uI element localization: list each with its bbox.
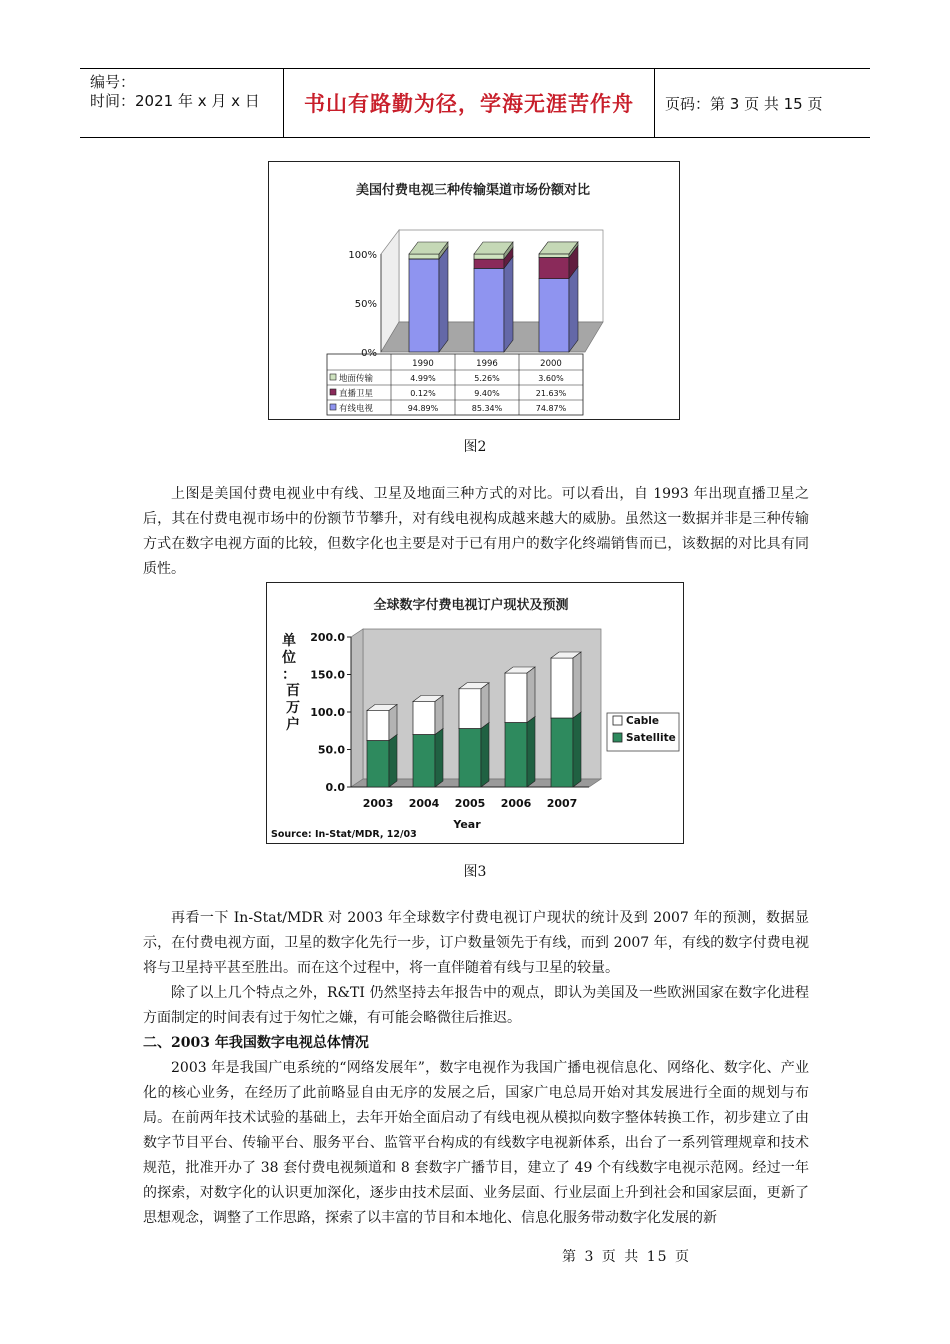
chart2-y-axis-label bbox=[281, 632, 300, 733]
chart1-ytick-label: 50% bbox=[354, 299, 377, 310]
chart1-legend-label: 有线电视 bbox=[339, 404, 374, 414]
chart2-bar-segment-side bbox=[573, 652, 581, 718]
chart2-bar-segment-side bbox=[573, 712, 581, 787]
chart1-bar-segment bbox=[474, 268, 504, 352]
chart1-legend-label: 直播卫星 bbox=[339, 389, 374, 399]
chart2-ylabel-char: 户 bbox=[286, 717, 300, 733]
section-heading: 二、2003 年我国数字电视总体情况 bbox=[143, 1035, 369, 1051]
chart2-bar-segment-side bbox=[435, 696, 443, 735]
chart2-side-wall bbox=[351, 629, 363, 787]
chart2-legend-swatch bbox=[613, 716, 622, 725]
chart1-bar-segment bbox=[474, 259, 504, 268]
document-date: 时间：2021 年 x 月 x 日 bbox=[90, 92, 260, 110]
paragraph-2: 再看一下 In-Stat/MDR 对 2003 年全球数字付费电视订户现状的统计及到 2007 年的预测，数据显示，在付费电视方面，卫星的数字化先行一步，订户数量领先于有线，而到 2007 年，有线的数字付费电视将与卫星持平甚至胜出。而在这个过程中，将一直伴随着有线与卫星的较量。 bbox=[143, 910, 809, 976]
chart1-legend-label: 地面传输 bbox=[339, 374, 374, 384]
chart2-ytick-label: 0.0 bbox=[325, 781, 345, 794]
chart2-ytick-label: 100.0 bbox=[310, 706, 345, 719]
chart1-bar-segment-side bbox=[439, 247, 448, 352]
header-motto: 书山有路勤为径，学海无涯苦作舟 bbox=[283, 69, 655, 137]
chart2-bar-segment-side bbox=[527, 667, 535, 723]
chart1-category-label: 1996 bbox=[476, 359, 498, 369]
document-number-label: 编号： bbox=[90, 73, 136, 91]
chart1-ytick-label: 0% bbox=[361, 348, 377, 359]
chart1-legend-swatch bbox=[330, 404, 336, 410]
chart2-xtick-label: 2005 bbox=[454, 797, 486, 810]
chart1-data-label: 74.87% bbox=[535, 404, 567, 413]
chart1-legend-swatch bbox=[330, 374, 336, 380]
chart2-xtick-label: 2003 bbox=[362, 797, 394, 810]
chart1-legend-swatch bbox=[330, 389, 336, 395]
chart1-bar-segment bbox=[539, 279, 569, 352]
chart2-xtick-label: 2007 bbox=[546, 797, 578, 810]
subscriber-forecast-chart-svg bbox=[267, 583, 682, 842]
chart1-data-label: 94.89% bbox=[407, 404, 439, 413]
chart1-bar-segment bbox=[474, 254, 504, 259]
market-share-chart-svg bbox=[269, 162, 678, 418]
chart2-bar-segment-side bbox=[435, 729, 443, 788]
page-header bbox=[80, 68, 870, 138]
chart1-ytick-label: 100% bbox=[348, 250, 377, 261]
page-footer: 第 3 页 共 15 页 bbox=[562, 1249, 691, 1265]
figure2-caption: 图2 bbox=[463, 439, 487, 455]
chart1-bar-segment bbox=[409, 259, 439, 352]
chart2-title: 全球数字付费电视订户现状及预测 bbox=[373, 598, 569, 613]
header-page-number: 页码：第 3 页 共 15 页 bbox=[665, 94, 823, 113]
figure3-caption: 图3 bbox=[463, 864, 487, 880]
chart2-ylabel-char: 单 bbox=[282, 633, 296, 649]
chart2-ylabel-char: 百 bbox=[286, 683, 300, 699]
chart1-bar-segment-side bbox=[569, 267, 578, 352]
chart2-bar-segment bbox=[413, 735, 435, 788]
chart2-x-axis-label: Year bbox=[453, 818, 481, 831]
chart2-ytick-label: 200.0 bbox=[310, 631, 345, 644]
figure-subscriber-forecast-chart bbox=[266, 582, 684, 844]
chart2-bar-segment bbox=[413, 702, 435, 735]
chart2-source: Source: In-Stat/MDR, 12/03 bbox=[271, 829, 417, 840]
chart1-data-label: 0.12% bbox=[410, 389, 436, 398]
chart2-bar-segment-side bbox=[481, 683, 489, 729]
chart2-ytick-label: 50.0 bbox=[317, 743, 345, 757]
chart1-bar-segment bbox=[409, 254, 439, 259]
chart1-data-label: 4.99% bbox=[410, 374, 436, 383]
chart1-title: 美国付费电视三种传输渠道市场份额对比 bbox=[355, 183, 591, 198]
chart1-data-label: 3.60% bbox=[538, 374, 564, 383]
chart1-data-label: 21.63% bbox=[535, 389, 567, 398]
paragraph-1: 上图是美国付费电视业中有线、卫星及地面三种方式的对比。可以看出，自 1993 年出现直播卫星之后，其在付费电视市场中的份额节节攀升，对有线电视构成越来越大的威胁。虽然这一数据并非是三种传输方式在数字电视方面的比较，但数字化也主要是对于已有用户的数字化终端销售而已，该数据的对比具有同质性。 bbox=[143, 486, 809, 577]
chart2-bar-segment bbox=[367, 711, 389, 741]
chart1-data-label: 85.34% bbox=[471, 404, 503, 413]
chart1-data-label: 9.40% bbox=[474, 389, 500, 398]
paragraph-3: 除了以上几个特点之外，R&TI 仍然坚持去年报告中的观点，即认为美国及一些欧洲国家在数字化进程方面制定的时间表有过于匆忙之嫌，有可能会略微往后推迟。 bbox=[143, 985, 809, 1026]
chart2-bar-segment bbox=[367, 741, 389, 788]
chart2-bar-segment bbox=[459, 729, 481, 788]
chart1-data-label: 5.26% bbox=[474, 374, 500, 383]
chart2-ylabel-char: 位 bbox=[282, 650, 296, 666]
chart1-bar-segment bbox=[539, 254, 569, 258]
chart2-ytick-label: 150.0 bbox=[310, 668, 345, 682]
chart2-bar-segment bbox=[459, 689, 481, 729]
chart2-ylabel-char: 万 bbox=[286, 700, 300, 716]
chart2-bar-segment-side bbox=[481, 723, 489, 788]
chart2-legend-label: Cable bbox=[626, 715, 660, 727]
chart2-bar-segment bbox=[505, 723, 527, 788]
chart1-category-label: 2000 bbox=[540, 359, 562, 369]
chart2-bar-segment bbox=[551, 658, 573, 718]
chart1-bar-segment bbox=[539, 257, 569, 278]
chart2-legend-label: Satellite bbox=[626, 732, 676, 744]
chart2-legend-swatch bbox=[613, 733, 622, 742]
chart2-xtick-label: 2004 bbox=[408, 797, 440, 810]
paragraph-4: 2003 年是我国广电系统的“网络发展年”，数字电视作为我国广播电视信息化、网络化、数字化、产业化的核心业务，在经历了此前略显自由无序的发展之后，国家广电总局开始对其发展进行全面的规划与布局。在前两年技术试验的基础上，去年开始全面启动了有线电视从模拟向数字整体转换工作，初步建立了由数字节目平台、传输平台、服务平台、监管平台构成的有线数字电视新体系，出台了一系列管理规章和技术规范，批准开办了 38 套付费电视频道和 8 套数字广播节目，建立了 49 个有线数字电视示范网。经过一年的探索，对数字化的认识更加深化，逐步由技术层面、业务层面、行业层面上升到社会和国家层面，更新了思想观念，调整了工作思路，探索了以丰富的节目和本地化、信息化服务带动数字化发展的新 bbox=[143, 1060, 809, 1226]
chart1-category-label: 1990 bbox=[412, 359, 434, 369]
chart2-bar-segment bbox=[505, 673, 527, 723]
chart2-xtick-label: 2006 bbox=[500, 797, 532, 810]
header-meta bbox=[80, 69, 283, 137]
figure-market-share-chart bbox=[268, 161, 680, 420]
chart2-bar-segment-side bbox=[527, 717, 535, 788]
chart2-bar-segment-side bbox=[389, 705, 397, 741]
chart2-bar-segment bbox=[551, 718, 573, 787]
chart2-bar-segment-side bbox=[389, 735, 397, 788]
chart2-ylabel-char: ： bbox=[282, 667, 296, 683]
chart1-bar-segment-side bbox=[504, 256, 513, 352]
